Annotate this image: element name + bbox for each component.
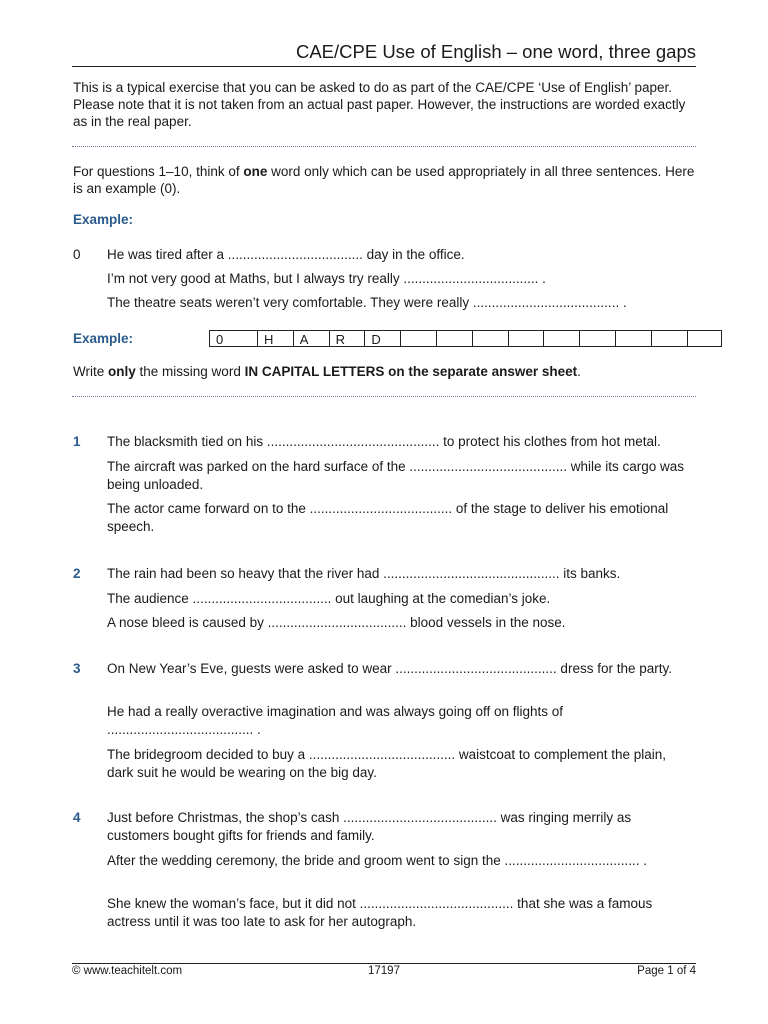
header-divider xyxy=(72,66,696,67)
footer-page-number: Page 1 of 4 xyxy=(637,965,696,977)
answer-cell: D xyxy=(364,330,400,347)
page-title: CAE/CPE Use of English – one word, three gaps xyxy=(295,41,696,62)
instructions-text: For questions 1–10, think of xyxy=(73,164,244,179)
footer-copyright: © www.teachitelt.com xyxy=(72,965,183,977)
question-sentence: She knew the woman’s face, but it did not ......................................... that she was a famous actress until it was too late to ask for her autograph. xyxy=(107,896,653,929)
question-sentence: The actor came forward on to the ...................................... of the stage to deliver his emotional speech. xyxy=(107,501,669,534)
question-number: 3 xyxy=(73,661,81,676)
write-instruction-text: . xyxy=(577,364,581,379)
dotted-divider xyxy=(72,396,696,397)
question-sentence: He had a really overactive imagination and was always going off on flights of ....................................... . xyxy=(107,704,564,737)
question-sentence: A nose bleed is caused by ..................................... blood vessels in the nose. xyxy=(107,615,566,630)
answer-cell xyxy=(579,330,615,347)
answer-cell: H xyxy=(257,330,293,347)
answer-cell xyxy=(472,330,508,347)
write-instruction-bold: only xyxy=(108,364,136,379)
answer-cell: A xyxy=(293,330,329,347)
question-sentence: On New Year’s Eve, guests were asked to wear ........................................... dress for the party. xyxy=(107,661,672,676)
example-sentence: He was tired after a .................................... day in the office. xyxy=(107,247,465,262)
dotted-divider xyxy=(72,146,696,147)
question-sentence: The bridegroom decided to buy a ....................................... waistcoat to complement the plain, dark suit he would be wearing on the big day. xyxy=(107,747,667,780)
answer-cell: 0 xyxy=(209,330,257,347)
example-heading: Example: xyxy=(73,212,134,227)
answer-cell xyxy=(543,330,579,347)
question-number: 4 xyxy=(73,810,81,825)
write-instruction xyxy=(73,363,696,380)
answer-cell xyxy=(436,330,472,347)
instructions-text-cont: word only which can be used appropriately in all three sentences. Here is an example (0). xyxy=(73,164,695,196)
question-sentence: The rain had been so heavy that the river had ............................................... its banks. xyxy=(107,566,621,581)
question-sentence: The blacksmith tied on his .............................................. to protect his clothes from hot metal. xyxy=(107,434,661,449)
question-number: 2 xyxy=(73,566,81,581)
answer-grid xyxy=(209,330,722,347)
footer-divider xyxy=(72,963,696,964)
footer-doc-id: 17197 xyxy=(368,965,400,977)
answer-cell xyxy=(687,330,723,347)
write-instruction-text: the missing word xyxy=(135,364,245,379)
instructions-paragraph xyxy=(73,163,696,197)
question-number: 1 xyxy=(73,434,81,449)
answer-cell xyxy=(651,330,687,347)
question-sentence: After the wedding ceremony, the bride and groom went to sign the .................................... . xyxy=(107,853,648,868)
example-number: 0 xyxy=(73,247,81,262)
question-sentence: Just before Christmas, the shop’s cash ......................................... was ringing merrily as customers bought gifts for friends and family. xyxy=(107,810,632,843)
write-instruction-text: Write xyxy=(73,364,109,379)
answer-cell xyxy=(400,330,436,347)
intro-paragraph: This is a typical exercise that you can be asked to do as part of the CAE/CPE ‘Use of English’ paper. Please note that it is not taken from an actual past paper. However, the instructions are worded exactly as in the real paper. xyxy=(73,80,686,129)
question-sentence: The audience ..................................... out laughing at the comedian’s joke. xyxy=(107,591,551,606)
answer-cell xyxy=(508,330,544,347)
question-sentence: The aircraft was parked on the hard surface of the .......................................... while its cargo was being unloaded. xyxy=(107,459,684,492)
example-sentence: I’m not very good at Maths, but I always try really .................................... . xyxy=(107,271,546,286)
answer-cell xyxy=(615,330,651,347)
answer-cell: R xyxy=(329,330,365,347)
instructions-bold: one xyxy=(243,164,268,179)
example-sentence: The theatre seats weren’t very comfortable. They were really ....................................... . xyxy=(107,295,627,310)
write-instruction-bold: IN CAPITAL LETTERS on the separate answer sheet xyxy=(244,364,578,379)
answer-example-label: Example: xyxy=(73,331,134,346)
